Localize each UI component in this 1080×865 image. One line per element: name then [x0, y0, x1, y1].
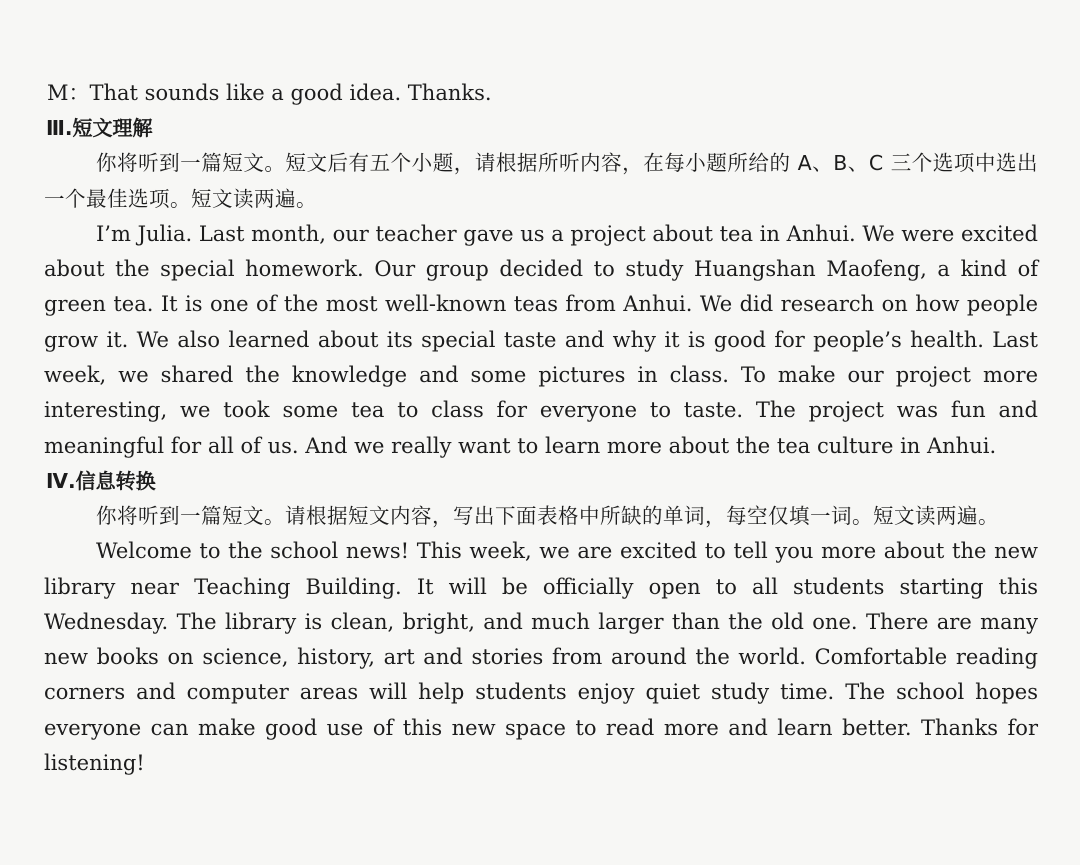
section-4-instruction: 你将听到一篇短文。请根据短文内容，写出下面表格中所缺的单词，每空仅填一词。短文读两遍。	[96, 503, 999, 528]
section-4-passage: Welcome to the school news! This week, we are excited to tell you more about the new library near Teaching Building. It will be officially open to all students starting this Wednesday. The library is clean, bright, and much larger than the old one. There are many new books on science, history, art and stories from around the world. Comfortable reading corners and computer areas will help students enjoy quiet study time. The school hopes everyone can make good use of this new space to read more and learn better. Thanks for listening!	[44, 539, 1038, 776]
section-3-passage: I’m Julia. Last month, our teacher gave us a project about tea in Anhui. We were excited about the special homework. Our group decided to study Huangshan Maofeng, a kind of green tea. It is one of the most well-known teas from Anhui. We did research on how people grow it. We also learned about its special taste and why it is good for people’s health. Last week, we shared the knowledge and some pictures in class. To make our project more interesting, we took some tea to class for everyone to taste. The project was fun and meaningful for all of us. And we really want to learn more about the tea culture in Anhui.	[44, 221, 1038, 458]
section-4-heading: Ⅳ.信息转换	[46, 468, 156, 493]
dialogue-line: M：That sounds like a good idea. Thanks.	[47, 81, 492, 105]
section-3-heading: Ⅲ.短文理解	[46, 116, 153, 141]
section-3-instruction: 你将听到一篇短文。短文后有五个小题，请根据所听内容，在每小题所给的 A、B、C 三个选项中选出一个最佳选项。短文读两遍。	[44, 151, 1038, 211]
